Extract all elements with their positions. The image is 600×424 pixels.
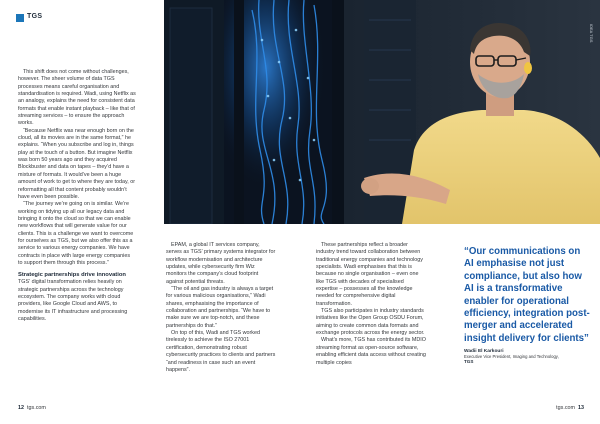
body-column-2 bbox=[166, 242, 276, 402]
footer-right bbox=[556, 405, 584, 411]
paragraph: On top of this, Wadi and TGS worked tirelessly to achieve the ISO 27001 certification, demonstrating robust cybersecurity practices to clients and partners “and readiness in case such an event happens”. bbox=[166, 330, 276, 373]
page-number-left: 12 bbox=[18, 405, 24, 411]
body-column-3 bbox=[316, 242, 426, 402]
pull-quote bbox=[464, 246, 590, 364]
quote-attribution-name: Wadii El Karkouri bbox=[464, 349, 504, 355]
paragraph: TGS also participates in industry standards initiatives like the Open Group OSDU Forum, aiming to create common data formats and exchange protocols across the energy sector. bbox=[316, 308, 425, 337]
brand-mark-square bbox=[16, 14, 24, 22]
paragraph: “The oil and gas industry is always a target for various malicious organisations,” Wadi shares, emphasising the importance of collaboration and partnerships. “We have to make sure we are top-notch, and these partnerships do that.” bbox=[166, 286, 274, 329]
quote-attribution-role: Executive Vice President, Imaging and Technology, bbox=[464, 354, 559, 360]
footer-left bbox=[18, 405, 46, 411]
paragraph: TGS’ digital transformation relies heavily on strategic partnerships across the technology ecosystem. The company works with cloud providers, like Google Cloud and AWS, to modernise its IT infrastructure and processing capabilities. bbox=[18, 279, 128, 322]
paragraph: What’s more, TGS has contributed its MDIO streaming format as open-source software, enabling efficient data access without creating multiple copies bbox=[316, 337, 426, 366]
subheading: Strategic partnerships drive innovation bbox=[18, 272, 126, 279]
page-number-right: 13 bbox=[578, 405, 584, 411]
quote-attribution-org: TGS bbox=[464, 359, 474, 365]
paragraph: “The journey we’re going on is similar. We’re working on tidying up all our legacy data and bringing it onto the cloud so that we can enable new workflows that will generate value for our clients. This is a challenge we want to overcome for ourselves as TGS, but we also offer this as a service to various energy companies. We have contracts in place with large energy companies to support them through this process.” bbox=[18, 201, 134, 266]
section-label: TGS bbox=[27, 13, 43, 20]
server-room-photo bbox=[164, 0, 600, 224]
paragraph: These partnerships reflect a broader industry trend toward collaboration between traditional energy companies and technology specialists. Wadi emphasises that this is because no single organisation – even one like TGS with decades of specialised expertise – possesses all the knowledge needed for comprehensive digital transformation. bbox=[316, 242, 423, 307]
site-link-left[interactable]: tgs.com bbox=[27, 405, 46, 411]
paragraph: EPAM, a global IT services company, serves as TGS’ primary systems integrator for workflow modernisation and architecture updates, while cybersecurity firm Wiz monitors the company’s cloud footprint against potential threats. bbox=[166, 242, 276, 285]
feature-photo bbox=[164, 0, 600, 224]
photo-side-note: IDEA TGS bbox=[589, 24, 594, 43]
paragraph: “Because Netflix was near enough born on the cloud, all its movies are in the same format,” he explains. “When you subscribe and log in, things play at the touch of a button. But imagine Netflix was born 50 years ago and they acquired Blockbuster and data on tapes – they’d have a mixture of formats. It would’ve been a huge amount of work to get to where they are today, or reformatting all that content probably wouldn’t have even been possible. bbox=[18, 127, 136, 200]
body-column-1 bbox=[18, 69, 136, 399]
site-link-right[interactable]: tgs.com bbox=[556, 405, 575, 411]
pull-quote-text: “Our communications on AI emphasise not just compliance, but also how AI is a transformative enabler for operational efficiency, integration post-merger and accelerated insight delivery for clients” bbox=[464, 246, 590, 344]
paragraph: This shift does not come without challenges, however. The sheer volume of data TGS processes means careful organisation and standardisation is required. Wadi, using Netflix as an analogy, explains the need for consistent data formats that enable instant playback – like that of streaming services – to ensure the approach works. bbox=[18, 69, 136, 127]
